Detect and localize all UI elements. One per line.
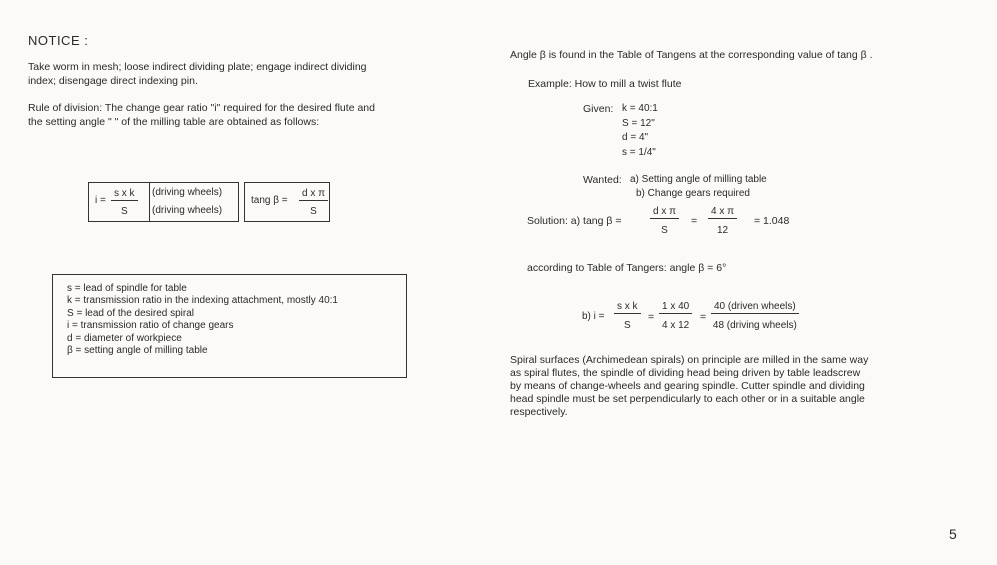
rule-line-1: Rule of division: The change gear ratio "i" required for the desired flute and [28,102,375,114]
solution-fraction-2-denominator: 12 [716,225,729,236]
gear-ratio-lhs: i = [95,195,106,206]
b-fraction-1 [614,300,641,332]
b-equals-1: = [648,311,655,323]
wanted-b: b) Change gears required [636,188,750,199]
tangent-formula-box [244,182,330,222]
legend-item: β = setting angle of milling table [67,345,208,357]
spiral-line: respectively. [510,406,568,418]
solution-fraction-1 [650,205,679,237]
page-number: 5 [949,526,957,542]
given-item: s = 1/4" [622,146,656,158]
b-fraction-3-denominator: 48 (driving wheels) [712,320,797,331]
given-item: k = 40:1 [622,103,658,114]
legend-list [67,283,338,357]
given-item: d = 4" [622,132,649,143]
spiral-line: Spiral surfaces (Archimedean spirals) on principle are milled in the same way [510,354,869,366]
gear-ratio-formula-box [88,182,239,222]
solution-fraction-2 [708,205,737,237]
according-line: according to Table of Tangers: angle β = 6° [527,262,727,274]
b-fraction-1-numerator: s x k [614,300,641,314]
gear-ratio-denominator-note: (driving wheels) [152,205,223,216]
b-label: b) i = [582,311,605,322]
legend-item: d = diameter of workpiece [67,332,182,344]
legend-box [52,274,407,378]
spiral-line: by means of change-wheels and gearing spindle. Cutter spindle and dividing [510,380,865,392]
legend-item: i = transmission ratio of change gears [67,320,234,332]
b-fraction-1-denominator: S [623,320,631,331]
b-equals-2: = [700,311,707,323]
solution-fraction-1-denominator: S [661,225,668,236]
solution-fraction-2-numerator: 4 x π [708,205,737,219]
tangent-fraction [299,187,328,218]
tangent-table-intro: Angle β is found in the Table of Tangens at the corresponding value of tang β . [510,49,873,61]
b-fraction-2-denominator: 4 x 12 [662,320,690,331]
spiral-paragraph [510,354,868,419]
solution-result: = 1.048 [754,215,790,227]
legend-item: s = lead of spindle for table [67,283,187,294]
notice-line-1: Take worm in mesh; loose indirect dividing plate; engage indirect dividing [28,61,367,73]
notice-title: NOTICE : [28,33,89,48]
wanted-label: Wanted: [583,174,622,186]
tangent-denominator: S [310,206,317,217]
gear-ratio-denominator: S [120,206,128,217]
gear-ratio-numerator-note: (driving wheels) [152,187,223,198]
wanted-a: a) Setting angle of milling table [630,174,767,185]
notice-line-2: index; disengage direct indexing pin. [28,75,198,87]
b-fraction-3-numerator: 40 (driven wheels) [711,300,799,314]
given-label: Given: [583,103,614,115]
solution-label: Solution: a) tang β = [527,215,622,227]
tangent-lhs: tang β = [251,195,288,206]
gear-ratio-numerator: s x k [111,187,138,201]
solution-equals: = [691,215,698,227]
legend-item: S = lead of the desired spiral [67,307,195,319]
tangent-numerator: d x π [299,187,328,201]
b-fraction-2-numerator: 1 x 40 [659,300,692,314]
given-list [622,102,658,160]
gear-ratio-fraction [111,187,138,218]
solution-fraction-1-numerator: d x π [650,205,679,219]
b-fraction-3 [711,300,799,332]
rule-line-2: the setting angle " " of the milling table are obtained as follows: [28,116,320,128]
spiral-line: head spindle must be set perpendicularly to each other or in a suitable angle [510,393,865,405]
legend-item: k = transmission ratio in the indexing attachment, mostly 40:1 [67,295,338,307]
spiral-line: as spiral flutes, the spindle of dividing head being driven by table leadscrew [510,367,861,379]
given-item: S = 12" [622,117,655,129]
b-fraction-2 [659,300,692,332]
example-heading: Example: How to mill a twist flute [528,78,682,90]
